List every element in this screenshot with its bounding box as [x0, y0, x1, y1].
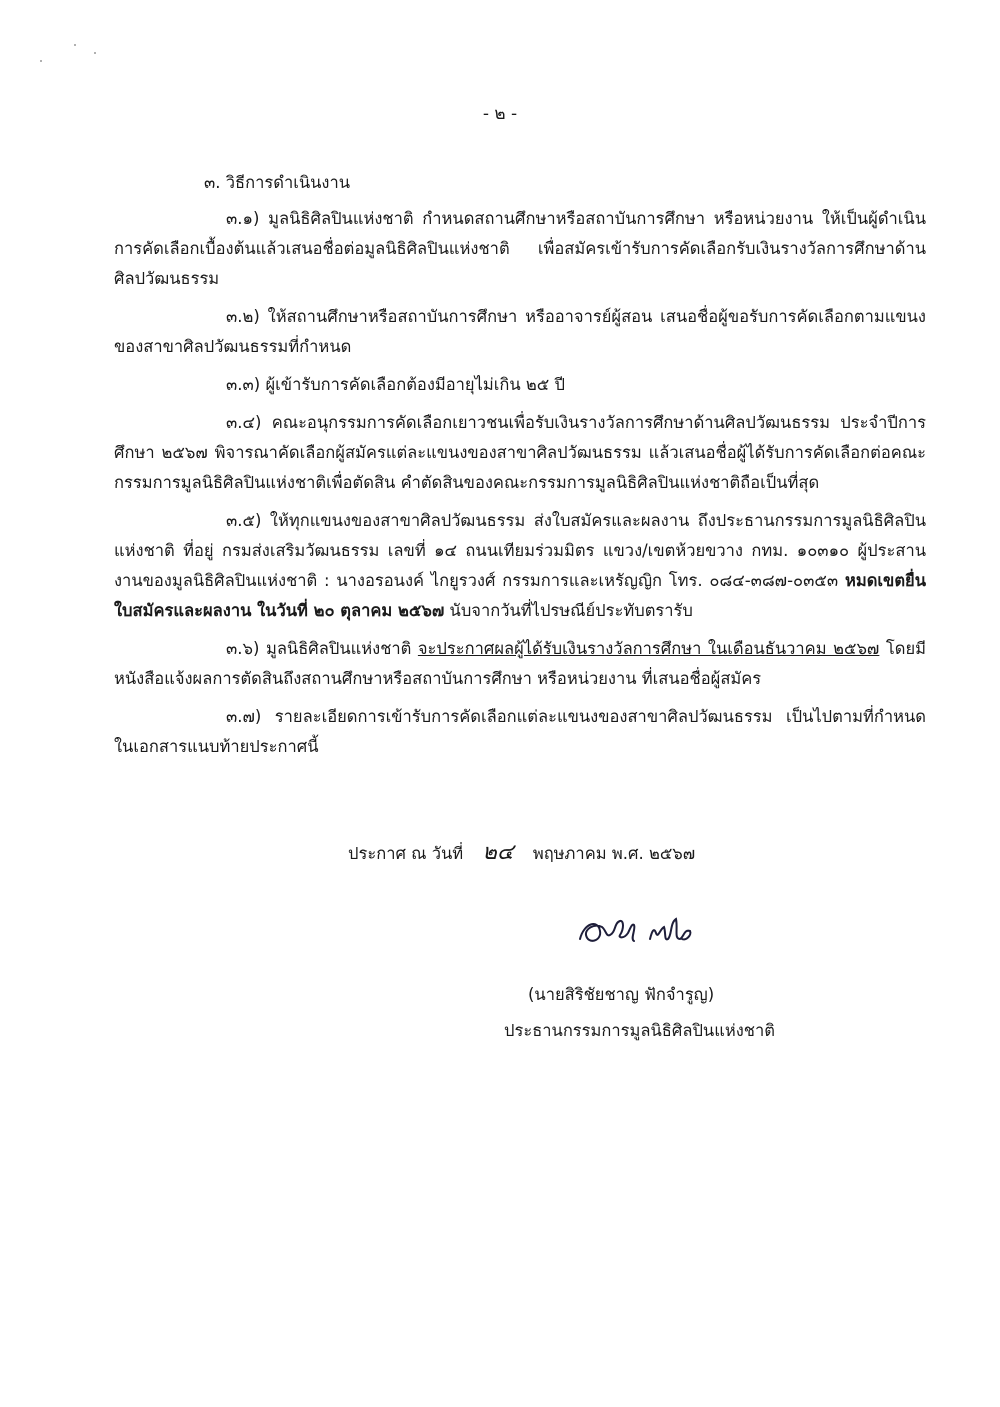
signer-title: ประธานกรรมการมูลนิธิศิลปินแห่งชาติ: [504, 1021, 775, 1040]
paragraph-3-7: ๓.๗) รายละเอียดการเข้ารับการคัดเลือกแต่ละแขนงของสาขาศิลปวัฒนธรรม เป็นไปตามที่กำหนดในเอกสารแนบท้ายประกาศนี้: [114, 707, 926, 756]
signer-name: (นายสิริชัยชาญ ฟักจำรูญ): [528, 985, 715, 1004]
announcement-day-handwritten: ๒๔: [482, 840, 514, 865]
announcement-underlined-text: จะประกาศผลผู้ได้รับเงินรางวัลการศึกษา ในเดือนธันวาคม ๒๕๖๗: [417, 639, 880, 658]
paragraph-3-5-text: ๓.๕) ให้ทุกแขนงของสาขาศิลปวัฒนธรรม ส่งใบสมัครและผลงาน ถึงประธานกรรมการมูลนิธิศิลปินแห่งชาติ ที่อยู่ กรมส่งเสริมวัฒนธรรม เลขที่ ๑๔ ถนนเทียมร่วมมิตร แขวง/เขตห้วยขวาง กทม. ๑๐๓๑๐ ผู้ประสานงานของมูลนิธิศิลปินแห่งชาติ : นางอรอนงค์ ไกยูรวงศ์ กรรมการและเหรัญญิก โทร. ๐๘๔-๓๘๗-๐๓๕๓: [114, 511, 926, 590]
page-number: - ๒ -: [482, 104, 518, 124]
announcement-date: [348, 838, 695, 869]
paragraph-3-4: ๓.๔) คณะอนุกรรมการคัดเลือกเยาวชนเพื่อรับเงินรางวัลการศึกษาด้านศิลปวัฒนธรรม ประจำปีการศึกษา ๒๕๖๗ พิจารณาคัดเลือกผู้สมัครแต่ละแขนงของสาขาศิลปวัฒนธรรม แล้วเสนอชื่อผู้ได้รับการคัดเลือกต่อคณะกรรมการมูลนิธิศิลปินแห่งชาติเพื่อตัดสิน คำตัดสินของคณะกรรมการมูลนิธิศิลปินแห่งชาติถือเป็นที่สุด: [114, 413, 926, 492]
paragraph-3-3: ๓.๓) ผู้เข้ารับการคัดเลือกต้องมีอายุไม่เกิน ๒๕ ปี: [226, 375, 566, 394]
paragraph-3-1: ๓.๑) มูลนิธิศิลปินแห่งชาติ กำหนดสถานศึกษาหรือสถาบันการศึกษา หรือหน่วยงาน ให้เป็นผู้ดำเนินการคัดเลือกเบื้องต้นแล้วเสนอชื่อต่อมูลนิธิศิลปินแห่งชาติ เพื่อสมัครเข้ารับการคัดเลือกรับเงินรางวัลการศึกษาด้านศิลปวัฒนธรรม: [114, 209, 926, 288]
scan-speck: [74, 44, 76, 46]
announcement-prefix: ประกาศ ณ วันที่: [348, 844, 464, 863]
document-body: [114, 168, 926, 770]
paragraph-3-6-text: ๓.๖) มูลนิธิศิลปินแห่งชาติ: [226, 639, 418, 658]
paragraph-3-6: [114, 634, 926, 694]
paragraph-3-6-end: โดยมีหนังสือแจ้งผลการตัดสินถึงสถานศึกษาหรือสถาบันการศึกษา หรือหน่วยงาน ที่เสนอชื่อผู้สมัคร: [114, 639, 926, 688]
deadline-bold-text: หมดเขตยื่นใบสมัครและผลงาน ในวันที่ ๒๐ ตุลาคม ๒๕๖๗: [114, 571, 926, 620]
paragraph-3-5: [114, 506, 926, 626]
paragraph-3-2: ๓.๒) ให้สถานศึกษาหรือสถาบันการศึกษา หรืออาจารย์ผู้สอน เสนอชื่อผู้ขอรับการคัดเลือกตามแขนงของสาขาศิลปวัฒนธรรมที่กำหนด: [114, 307, 926, 356]
announcement-month-year: พฤษภาคม พ.ศ. ๒๕๖๗: [532, 844, 696, 863]
paragraph-3-5-end: นับจากวันที่ไปรษณีย์ประทับตรารับ: [444, 601, 693, 620]
scan-speck: [94, 52, 96, 54]
scan-speck: [40, 60, 42, 62]
section-heading: ๓. วิธีการดำเนินงาน: [204, 173, 351, 192]
signature-image: [572, 905, 712, 955]
